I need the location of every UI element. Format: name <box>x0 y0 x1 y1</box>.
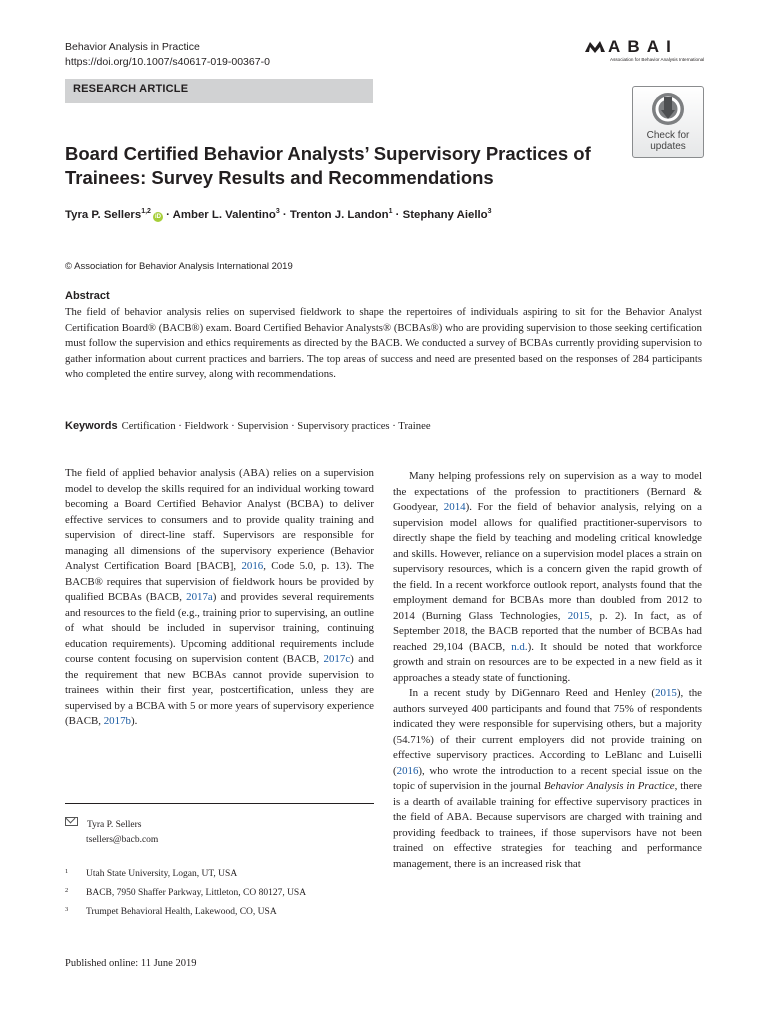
author-list <box>65 208 492 222</box>
journal-name: Behavior Analysis in Practice <box>65 41 200 53</box>
affiliation-item <box>65 887 306 898</box>
article-type-label: RESEARCH ARTICLE <box>73 83 189 95</box>
body-text: ). For the field of behavior analysis, relying on a supervision model allows for qualified practitioner-supervisors to directly shape the field by teaching and modeling critical knowledge and skills. However, reliance on a supervision model places a strain on supervisory resources, which is a concern given the rapid growth of the field. In a recent workforce outlook report, analysts found that the employment demand for BCBAs more than doubled from 2012 to 2014 (Burning Glass Technologies, <box>393 501 702 622</box>
copyright-notice: © Association for Behavior Analysis International 2019 <box>65 261 293 272</box>
keywords-list: Certification · Fieldwork · Supervision · Supervisory practices · Trainee <box>121 420 431 432</box>
doi-link[interactable]: https://doi.org/10.1007/s40617-019-00367-0 <box>65 56 270 68</box>
citation-link[interactable]: 2016 <box>241 560 264 572</box>
journal-header <box>65 40 270 70</box>
author-affiliation-sup: 1 <box>388 208 393 215</box>
affiliation-item <box>65 906 277 917</box>
corresponding-author-name: Tyra P. Sellers <box>87 820 142 830</box>
affiliation-number: 1 <box>65 868 69 875</box>
author-affiliation-sup: 3 <box>275 208 280 215</box>
published-date: Published online: 11 June 2019 <box>65 958 197 969</box>
author-separator: · <box>392 208 403 221</box>
citation-link[interactable]: 2015 <box>567 609 590 622</box>
author-name[interactable]: Tyra P. Sellers <box>65 208 142 221</box>
citation-link[interactable]: 2017c <box>323 653 351 665</box>
abai-logo <box>584 38 708 68</box>
body-text: ), the authors surveyed 400 participants and found that 75% of respondents indicated they were responsible for supervising others, but a majority (54.71%) of their current employers did not provide training on effective supervisory practices. According to LeBlanc and Luiselli ( <box>393 687 702 777</box>
abstract-heading: Abstract <box>65 290 110 302</box>
check-updates-line1: Check for <box>646 130 690 141</box>
affiliation-number: 2 <box>65 887 69 894</box>
check-updates-line2: updates <box>650 141 686 152</box>
abai-logo-mark-icon <box>584 38 606 56</box>
body-left-column <box>65 466 374 730</box>
corresponding-email-link[interactable]: tsellers@bacb.com <box>86 835 159 845</box>
citation-link[interactable]: 2015 <box>655 687 677 699</box>
body-text: ), who wrote the introduction to a recent special issue on the topic of supervision in the journal <box>393 764 702 792</box>
body-text: Many helping professions rely on supervision as a way to model the expectations of the profession to practitioners (Bernard & Goodyear, <box>393 470 702 513</box>
body-text: , there is a dearth of available training for effective supervisory practices in the field of ABA. Because supervisors are charged with training and providing feedback to trainees, if those supervisors have not been trained on effective strategies for teaching and performance management, there is an increased risk that <box>393 780 702 870</box>
body-paragraph <box>393 686 702 872</box>
body-text: In a recent study by DiGennaro Reed and Henley ( <box>409 687 656 699</box>
body-paragraph <box>393 469 702 686</box>
citation-link[interactable]: 2014 <box>443 501 466 513</box>
body-text: ) and provides several requirements and resources to the field (e.g., training prior to supervising, an outline of what should be included in supervisor training, continuing education requirements). Upcoming additional requirements include course content focusing on supervision content (BACB, <box>65 591 375 665</box>
body-text: , p. 2). In fact, as of September 2018, the BACB reported that the number of BCBAs had reached 29,104 (BACB, <box>393 609 703 653</box>
author-name[interactable]: Amber L. Valentino <box>172 208 276 221</box>
article-title: Board Certified Behavior Analysts’ Supervisory Practices of Trainees: Survey Results and Recommendations <box>65 143 591 188</box>
body-right-column <box>393 469 702 872</box>
check-for-updates-button[interactable] <box>632 86 704 158</box>
affiliation-item <box>65 868 237 879</box>
body-text: ) and the requirement that new BCBAs cannot provide supervision to trainees within their first year, postcertification, unless they are supervised by a BCBA with 5 or more years of supervisory experience (BACB, <box>65 653 374 727</box>
author-separator: · <box>162 208 173 221</box>
abstract-text: The field of behavior analysis relies on supervised fieldwork to shape the repertoires of individuals aspiring to sit for the Behavior Analyst Certification Board® (BACB®) exam. Board Certified Behavior Analysts® (BCBAs®) who are providing supervision to those seeking certification must follow the supervision and ethics requirements as directed by the BACB. We conducted a survey of BCBAs currently providing supervision to gather information about current practices and barriers. The top areas of success and need are presented based on the responses of 284 participants who completed the entire survey, along with recommendations. <box>65 306 702 380</box>
citation-link[interactable]: n.d. <box>511 640 528 653</box>
check-updates-icon <box>650 91 686 127</box>
keywords-line <box>65 420 431 432</box>
body-text: ). It should be noted that workforce growth and strain on resources are to be expected in a new field as it approaches a steady state of functioning. <box>393 640 703 684</box>
correspondence-block <box>65 817 158 848</box>
abai-logo-subtitle: Association for Behavior Analysis International <box>610 57 705 62</box>
body-text: , Code 5.0, p. 13). The BACB® requires that supervision of fieldwork hours be provided by qualified BCBAs (BACB, <box>65 560 374 603</box>
author-separator: · <box>279 208 290 221</box>
affiliation-text: Utah State University, Logan, UT, USA <box>86 869 238 879</box>
article-type-bar <box>65 79 373 103</box>
author-name[interactable]: Trenton J. Landon <box>289 208 389 221</box>
footnote-divider <box>65 803 374 804</box>
envelope-icon <box>65 817 78 826</box>
author-affiliation-sup: 1,2 <box>141 208 151 215</box>
citation-link[interactable]: 2017b <box>103 715 131 727</box>
affiliation-text: BACB, 7950 Shaffer Parkway, Littleton, CO 80127, USA <box>86 888 307 898</box>
body-text: The field of applied behavior analysis (ABA) relies on a supervision model to develop the skills required for an individual working toward becoming a Board Certified Behavior Analyst (BCBA) to deliver effective services to consumers and to provide quality training and supervision of direct-line staff. Supervisors are responsible for managing all dimensions of the supervisory experience (Behavior Analyst Certification Board [BACB], <box>65 467 374 572</box>
abai-logo-letters: A B A I <box>608 37 673 56</box>
affiliation-number: 3 <box>65 906 69 913</box>
check-updates-text <box>633 130 703 152</box>
author-affiliation-sup: 3 <box>487 208 492 215</box>
citation-link[interactable]: 2016 <box>396 764 419 777</box>
affiliation-text: Trumpet Behavioral Health, Lakewood, CO, USA <box>86 907 277 917</box>
keywords-label: Keywords <box>65 420 118 432</box>
body-text: ). <box>130 715 138 727</box>
journal-title-italic: Behavior Analysis in Practice <box>543 780 675 792</box>
citation-link[interactable]: 2017a <box>186 591 213 603</box>
author-name[interactable]: Stephany Aiello <box>402 208 488 221</box>
orcid-icon[interactable]: iD <box>154 213 161 220</box>
